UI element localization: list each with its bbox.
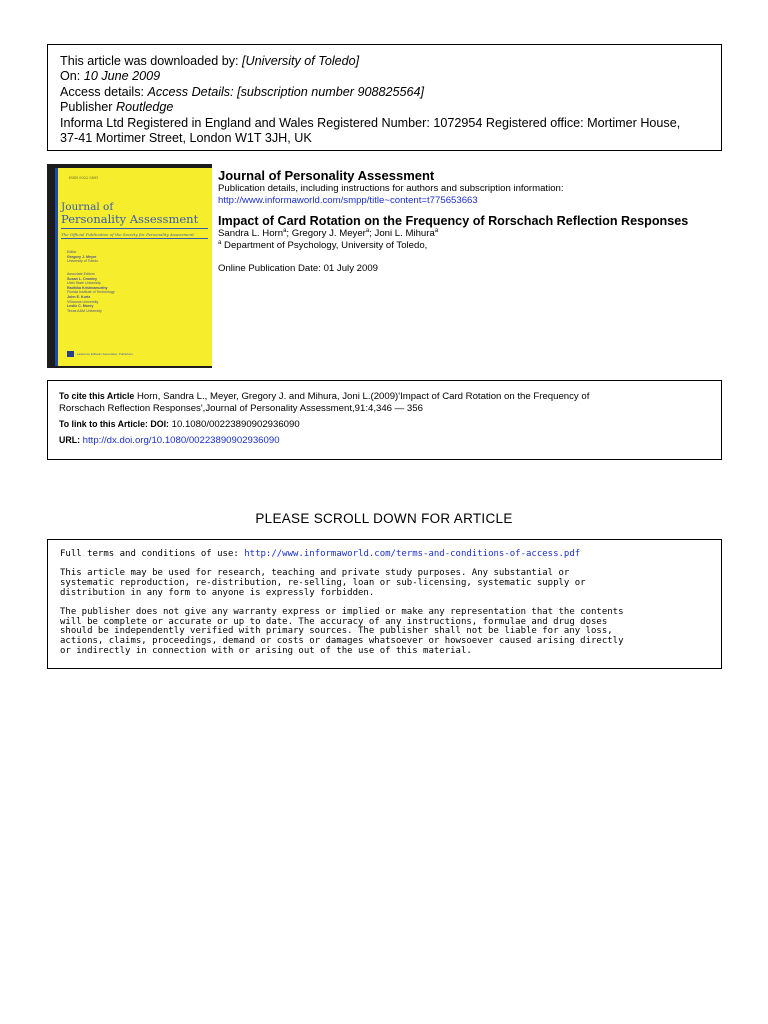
downloaded-by-value: [University of Toledo] (242, 54, 360, 68)
cover-rule (61, 238, 208, 239)
url-label: URL: (59, 435, 81, 445)
cite-label: To cite this Article (59, 391, 135, 401)
downloaded-by-line (60, 54, 709, 69)
cover-editor-line: Gregory J. Meyer (67, 254, 97, 259)
doi-value: 10.1080/00223890902936090 (168, 419, 300, 430)
affiliation-mark: a (218, 239, 222, 246)
author-separator: ; (286, 228, 292, 239)
cite-text: Horn, Sandra L., Meyer, Gregory J. and Mihura, Joni L.(2009)'Impact of Card Rotation on the Frequency of (134, 391, 590, 402)
doi-url-link[interactable]: http://dx.doi.org/10.1080/00223890902936090 (80, 435, 280, 446)
author-name: Joni L. Mihura (374, 228, 435, 239)
cover-assoc-line: Leslie C. Morey (67, 304, 94, 309)
cover-rule (61, 228, 208, 229)
doi-line (59, 418, 710, 431)
downloaded-by-label: This article was downloaded by: (60, 54, 243, 68)
cover-assoc-line: Associate Editors (67, 272, 95, 276)
registration-line-2: 37-41 Mortimer Street, London W1T 3JH, UK (60, 131, 312, 146)
terms-box (47, 539, 722, 669)
author-affiliation-mark: a (434, 227, 439, 234)
access-details-value: Access Details: [subscription number 908825564] (147, 84, 425, 99)
journal-url-link[interactable]: http://www.informaworld.com/smpp/title~content=t775653663 (218, 195, 478, 206)
scroll-down-notice: PLEASE SCROLL DOWN FOR ARTICLE (255, 511, 513, 526)
journal-title: Journal of Personality Assessment (218, 168, 435, 183)
journal-block (47, 164, 747, 368)
cover-editor-line: Editor (67, 250, 77, 254)
publisher-value: Routledge (116, 100, 174, 115)
cover-issn: ISSN 0022-3891 (69, 176, 99, 180)
author-name: Sandra L. Horn (218, 228, 284, 239)
registration-line-1: Informa Ltd Registered in England and Wales Registered Number: 1072954 Registered office: Mortimer House, (60, 115, 681, 130)
cover-assoc-line: Villanova University (67, 299, 99, 304)
cover-title-line-1: Journal of (61, 201, 114, 213)
author-name: Gregory J. Meyer (291, 228, 366, 239)
article-title: Impact of Card Rotation on the Frequency of Rorschach Reflection Responses (218, 214, 689, 228)
access-details-line (60, 85, 709, 100)
cover-assoc-line: Utah State University (67, 281, 101, 286)
article-authors (218, 228, 748, 240)
cover-associate-editors (67, 272, 115, 313)
cover-assoc-line: Florida Institute of Technology (67, 290, 115, 295)
publisher-line (60, 100, 709, 115)
author-separator: ; (369, 228, 375, 239)
citation-box (47, 380, 722, 460)
publication-details: Publication details, including instructions for authors and subscription information: (218, 183, 564, 194)
journal-cover-image (47, 164, 212, 368)
cover-editor-block (67, 250, 98, 264)
url-line (59, 434, 710, 447)
cover-title-line-2: Personality Assessment (61, 212, 199, 226)
cover-assoc-line: Radhika Krishnamurthy (67, 285, 108, 290)
download-date-label: On: (60, 69, 84, 84)
author-affiliation (218, 240, 748, 252)
access-details-label: Access details: (60, 84, 148, 99)
doi-label: To link to this Article: DOI: (59, 419, 169, 429)
cover-editor-line: University of Toledo (67, 259, 99, 264)
cover-assoc-line: Susan L. Crowley (67, 276, 97, 281)
cite-this-article (59, 390, 710, 403)
publisher-logo-icon (67, 351, 74, 357)
download-info-box (47, 44, 722, 151)
cite-text-continued: Rorschach Reflection Responses',Journal of Personality Assessment,91:4,346 — 356 (59, 403, 423, 414)
cover-publisher-text: Lawrence Erlbaum Associates, Publishers (77, 352, 133, 356)
full-terms-line (60, 550, 709, 560)
usage-terms-paragraph: This article may be used for research, teaching and private study purposes. Any substantial or systematic reproduction, re-distribution, re-selling, loan or sub-licensing, systematic supply or distribution in any form to anyone is expressly forbidden. (60, 568, 586, 598)
terms-url-link[interactable]: http://www.informaworld.com/terms-and-conditions-of-access.pdf (244, 549, 581, 559)
download-date-value: 10 June 2009 (83, 69, 161, 84)
full-terms-label: Full terms and conditions of use: (60, 549, 245, 559)
author-affiliation-mark: a (365, 227, 370, 234)
cover-assoc-line: John E. Kurtz (67, 294, 91, 299)
cover-spine (55, 168, 58, 366)
affiliation-text: Department of Psychology, University of Toledo, (221, 240, 428, 251)
author-affiliation-mark: a (283, 227, 287, 234)
cover-panel (55, 168, 212, 366)
cover-subtitle: The Official Publication of the Society for Personality Assessment (61, 232, 194, 237)
disclaimer-paragraph: The publisher does not give any warranty express or implied or make any representation that the contents will be complete or accurate or up to date. The accuracy of any instructions, formulae and drug doses should be independently verified with primary sources. The publisher shall not be liable for any loss, actions, claims, proceedings, demand or costs or damages whatsoever or howsoever caused arising directly or indirectly in connection with or arising out of the use of this material. (60, 607, 624, 656)
journal-info (218, 168, 748, 275)
download-date-line (60, 69, 709, 84)
publisher-label: Publisher (60, 100, 117, 115)
cover-assoc-line: Texas A&M University (67, 308, 102, 313)
online-publication-date: Online Publication Date: 01 July 2009 (218, 263, 378, 274)
